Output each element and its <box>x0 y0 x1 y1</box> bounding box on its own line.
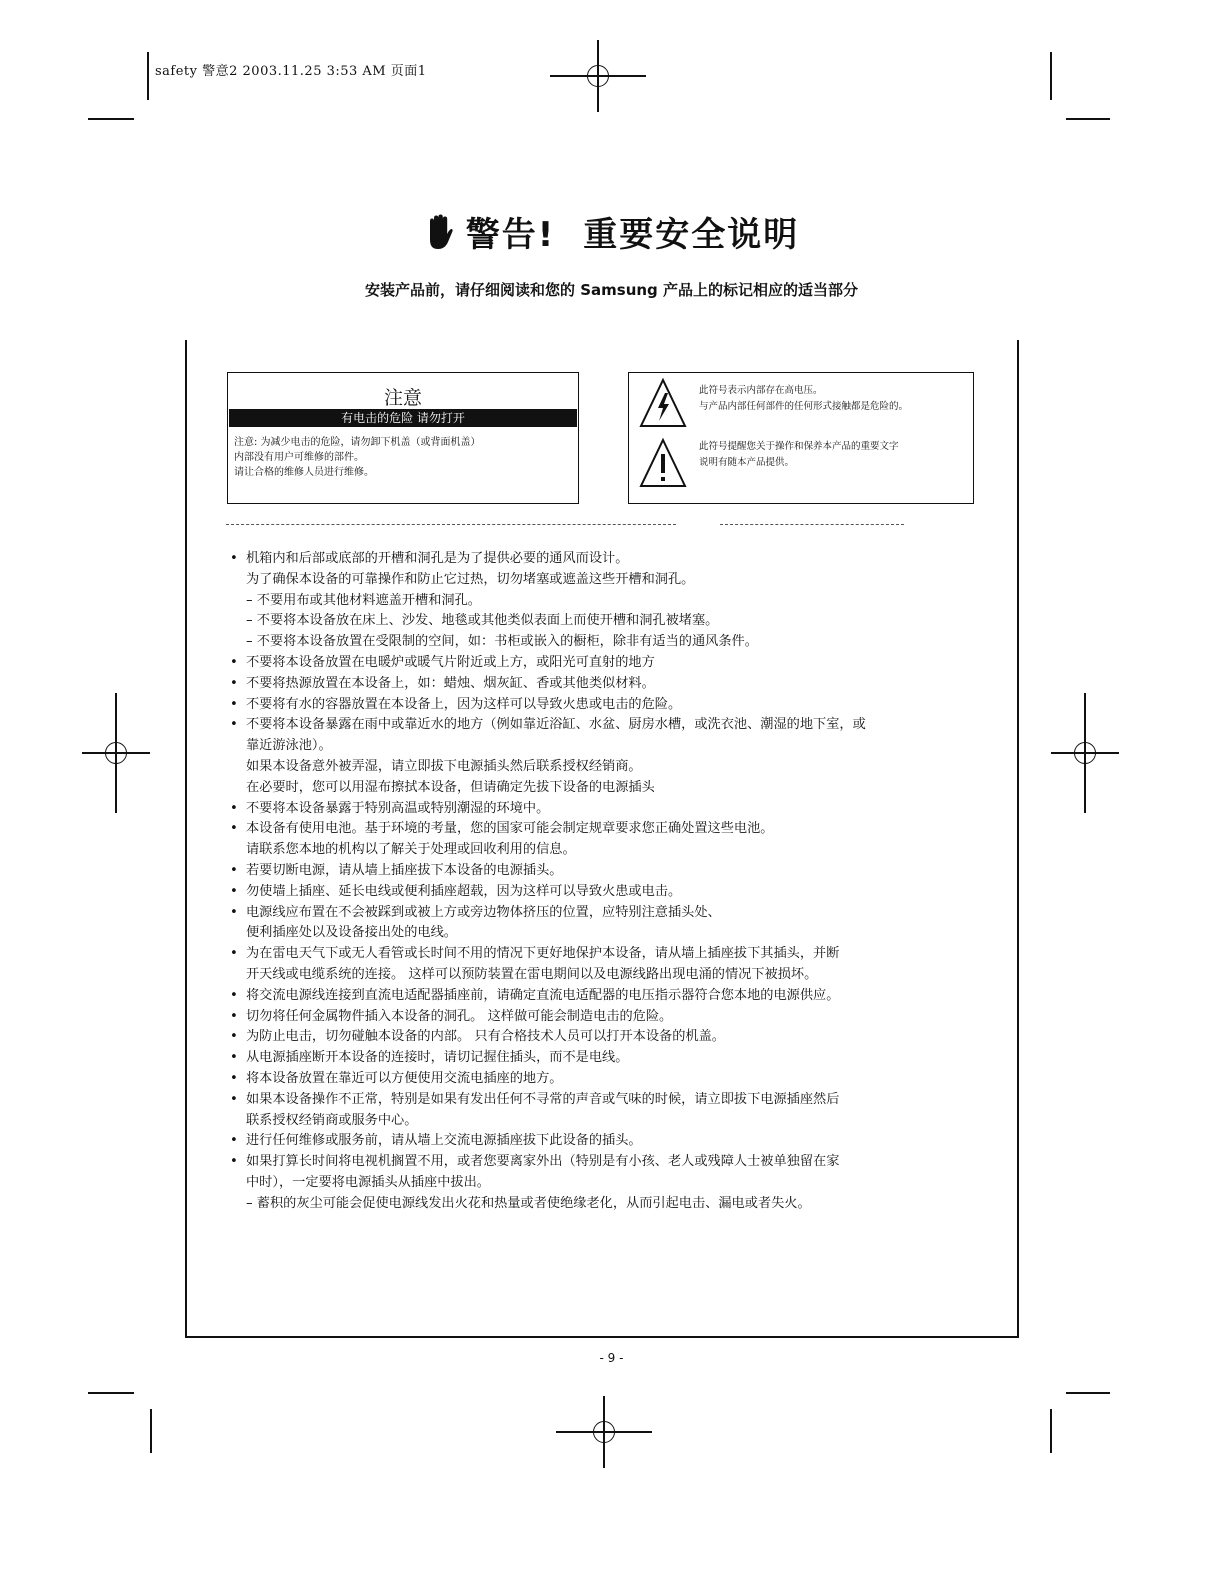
crop-mark <box>88 118 134 120</box>
separator <box>226 524 676 525</box>
list-item: • 若要切断电源，请从墙上插座拔下本设备的电源插头。 <box>230 861 990 882</box>
caution-title: 注意 <box>383 387 422 409</box>
caution-line: 请让合格的维修人员进行维修。 <box>234 467 374 478</box>
registration-mark-bottom <box>584 1412 624 1452</box>
list-item: • 进行任何维修或服务前，请从墙上交流电源插座拔下此设备的插头。 <box>230 1131 990 1152</box>
caution-line: 内部没有用户可维修的部件。 <box>234 452 364 463</box>
registration-mark-left <box>96 733 136 773</box>
hand-icon <box>424 214 454 250</box>
print-slug: safety 警意2 2003.11.25 3:53 AM 页面1 <box>155 64 427 79</box>
exclamation-warning-icon <box>639 437 687 489</box>
list-item: 中时），一定要将电源插头从插座中拔出。 <box>246 1174 490 1190</box>
list-item: • 为防止电击，切勿碰触本设备的内部。 只有合格技术人员可以打开本设备的机盖。 <box>230 1027 990 1048</box>
list-item: • 机箱内和后部或底部的开槽和洞孔是为了提供必要的通风而设计。 <box>230 549 990 570</box>
list-item: 为了确保本设备的可靠操作和防止它过热，切勿堵塞或遮盖这些开槽和洞孔。 <box>246 571 695 587</box>
symbol-legend <box>628 372 974 504</box>
list-item: 在必要时，您可以用湿布擦拭本设备，但请确定先拔下设备的电源插头 <box>246 779 655 795</box>
list-item: • 不要将有水的容器放置在本设备上，因为这样可以导致火患或电击的危险。 <box>230 695 990 716</box>
caution-line: 注意: 为减少电击的危险，请勿卸下机盖（或背面机盖） <box>234 437 481 448</box>
list-item: • 将交流电源线连接到直流电适配器插座前，请确定直流电适配器的电压指示器符合您本地的电源供应。 <box>230 986 990 1007</box>
registration-mark-top <box>578 56 618 96</box>
title-main: 重要安全说明 <box>583 215 800 255</box>
list-item: 请联系您本地的机构以了解关于处理或回收利用的信息。 <box>246 842 576 858</box>
list-item: 联系授权经销商或服务中心。 <box>246 1112 418 1128</box>
separator <box>720 524 904 525</box>
page-title <box>0 207 1223 256</box>
crop-mark <box>88 1392 134 1394</box>
list-item: • 如果打算长时间将电视机搁置不用，或者您要离家外出（特别是有小孩、老人或残障人士被单独留在家 <box>230 1152 990 1173</box>
list-item: • 将本设备放置在靠近可以方便使用交流电插座的地方。 <box>230 1069 990 1090</box>
crop-mark <box>1050 1409 1052 1453</box>
list-item: • 本设备有使用电池。基于环境的考量，您的国家可能会制定规章要求您正确处置这些电池。 <box>230 819 990 840</box>
list-item: • 不要将本设备放置在电暖炉或暖气片附近或上方，或阳光可直射的地方 <box>230 653 990 674</box>
list-item: • 电源线应布置在不会被踩到或被上方或旁边物体挤压的位置，应特别注意插头处、 <box>230 903 990 924</box>
caution-label <box>227 372 579 504</box>
crop-mark <box>150 1409 152 1453</box>
list-item: • 如果本设备操作不正常，特别是如果有发出任何不寻常的声音或气味的时候，请立即拔下电源插座然后 <box>230 1090 990 1111</box>
list-item: 开天线或电缆系统的连接。 这样可以预防装置在雷电期间以及电源线路出现电涌的情况下被损坏。 <box>246 966 818 982</box>
registration-mark-right <box>1065 733 1105 773</box>
list-item: – 不要用布或其他材料遮盖开槽和洞孔。 <box>246 592 481 608</box>
exclamation-symbol-text: 此符号提醒您关于操作和保养本产品的重要文字 说明有随本产品提供。 <box>699 441 899 468</box>
page-number: - 9 - <box>599 1351 624 1365</box>
crop-mark <box>1066 118 1110 120</box>
title-warning: 警告! <box>465 215 556 255</box>
list-item: – 蓄积的灰尘可能会促使电源线发出火花和热量或者使绝缘老化，从而引起电击、漏电或者失火。 <box>246 1195 811 1211</box>
list-item: 如果本设备意外被弄湿，请立即拔下电源插头然后联系授权经销商。 <box>246 758 642 774</box>
crop-mark <box>147 52 149 100</box>
list-item: • 从电源插座断开本设备的连接时，请切记握住插头，而不是电线。 <box>230 1048 990 1069</box>
crop-mark <box>1050 52 1052 100</box>
safety-instructions-list <box>230 549 990 1215</box>
list-item: • 不要将热源放置在本设备上，如：蜡烛、烟灰缸、香或其他类似材料。 <box>230 674 990 695</box>
lightning-symbol-text: 此符号表示内部存在高电压。 与产品内部任何部件的任何形式接触都是危险的。 <box>699 385 909 412</box>
list-item: 便利插座处以及设备接出处的电线。 <box>246 925 457 941</box>
list-item: • 勿使墙上插座、延长电线或便利插座超载，因为这样可以导致火患或电击。 <box>230 882 990 903</box>
list-item: – 不要将本设备放置在受限制的空间，如：书柜或嵌入的橱柜，除非有适当的通风条件。 <box>246 634 758 650</box>
list-item: 靠近游泳池）。 <box>246 738 332 754</box>
list-item: • 不要将本设备暴露在雨中或靠近水的地方（例如靠近浴缸、水盆、厨房水槽，或洗衣池、潮湿的地下室，或 <box>230 715 990 736</box>
subtitle: 安装产品前，请仔细阅读和您的 Samsung 产品上的标记相应的适当部分 <box>364 281 859 299</box>
list-item: • 不要将本设备暴露于特别高温或特别潮湿的环境中。 <box>230 799 990 820</box>
crop-mark <box>1066 1392 1110 1394</box>
caution-text <box>228 427 578 480</box>
list-item: – 不要将本设备放在床上、沙发、地毯或其他类似表面上而使开槽和洞孔被堵塞。 <box>246 613 719 629</box>
list-item: • 为在雷电天气下或无人看管或长时间不用的情况下更好地保护本设备，请从墙上插座拔下其插头，并断 <box>230 944 990 965</box>
caution-banner: 有电击的危险 请勿打开 <box>229 409 577 427</box>
list-item: • 切勿将任何金属物件插入本设备的洞孔。 这样做可能会制造电击的危险。 <box>230 1007 990 1028</box>
lightning-warning-icon <box>639 377 687 429</box>
